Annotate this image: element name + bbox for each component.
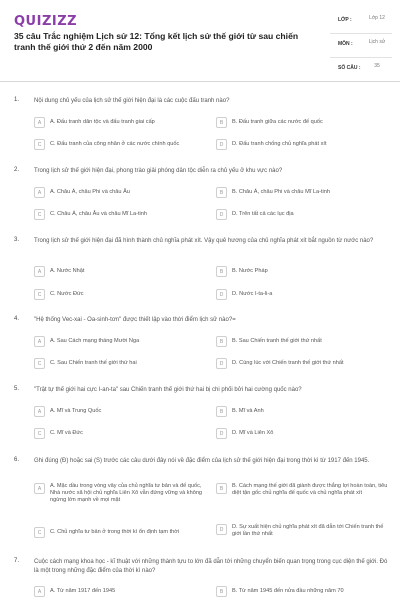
option-d[interactable] xyxy=(216,139,392,150)
option-c[interactable] xyxy=(34,428,210,439)
meta-info-box xyxy=(330,10,392,82)
option-a[interactable] xyxy=(34,586,204,597)
option-text: B. Cách mạng thế giới đã giành được thắng lợi hoàn toàn, tiêu diệt tận gốc chủ nghĩa đế quốc và chủ nghĩa phát xít xyxy=(232,483,388,497)
option-text: B. Đấu tranh giữa các nước đế quốc xyxy=(232,118,323,125)
option-text: B. Nước Pháp xyxy=(232,267,268,274)
option-text: A. Mĩ và Trung Quốc xyxy=(50,407,102,414)
option-letter: B xyxy=(216,187,227,198)
meta-row-subject xyxy=(330,34,392,58)
option-letter: A xyxy=(34,406,45,417)
option-a[interactable] xyxy=(34,406,204,417)
question-text: Trong lịch sử thế giới hiện đại, phong trào giải phóng dân tộc diễn ra chủ yếu ở khu vực nào? xyxy=(34,168,283,174)
meta-row-question-count xyxy=(330,58,392,82)
option-b[interactable] xyxy=(216,483,392,497)
option-letter: D xyxy=(216,358,227,369)
option-letter: C xyxy=(34,209,45,220)
option-letter: A xyxy=(34,117,45,128)
question-text: Ghi đúng (Đ) hoặc sai (S) trước các câu dưới đây nói về đặc điểm của lịch sử thế giới hiện đại trong thời kì từ 1917 đến 1945. xyxy=(34,458,370,464)
option-d[interactable] xyxy=(216,209,392,220)
option-text: C. Châu Á, châu Âu và châu Mĩ La-tinh xyxy=(50,210,148,217)
option-b[interactable] xyxy=(216,117,392,128)
option-text: D. Trên tất cả các lục địa xyxy=(232,210,294,217)
meta-label: MÔN : xyxy=(338,41,353,47)
option-text: B. Sau Chiến tranh thế giới thứ nhất xyxy=(232,337,322,344)
option-letter: B xyxy=(216,117,227,128)
option-text: C. Chủ nghĩa tư bản ở trong thời kì ổn định tạm thời xyxy=(50,528,180,535)
option-letter: C xyxy=(34,428,45,439)
question-text: Nội dung chủ yếu của lịch sử thế giới hiện đại là các cuộc đấu tranh nào? xyxy=(34,98,230,104)
option-text: A. Mặc dầu trong vòng vây của chủ nghĩa tư bản và đế quốc, Nhà nước xã hội chủ nghĩa Liên Xô vẫn đứng vững và không ngừng lớn mạnh về mọi mặt xyxy=(50,483,203,504)
option-letter: A xyxy=(34,336,45,347)
option-b[interactable] xyxy=(216,586,392,597)
option-d[interactable] xyxy=(216,428,392,439)
option-c[interactable] xyxy=(34,209,210,220)
option-text: A. Đấu tranh dân tộc và đấu tranh giai cấp xyxy=(50,118,155,125)
option-letter: D xyxy=(216,139,227,150)
meta-value: Lớp 12 xyxy=(369,15,385,21)
option-text: C. Sau Chiến tranh thế giới thứ hai xyxy=(50,359,137,366)
option-a[interactable] xyxy=(34,117,204,128)
option-text: A. Sau Cách mạng tháng Mười Nga xyxy=(50,337,140,344)
option-c[interactable] xyxy=(34,139,210,150)
option-text: B. Từ năm 1945 đến nửa đầu những năm 70 xyxy=(232,587,344,594)
option-b[interactable] xyxy=(216,266,392,277)
option-a[interactable] xyxy=(34,483,212,505)
meta-value: Lịch sử xyxy=(368,39,386,45)
option-text: D. Cùng lúc với Chiến tranh thế giới thứ nhất xyxy=(232,359,344,366)
option-text: D. Mĩ và Liên Xô xyxy=(232,429,274,436)
option-c[interactable] xyxy=(34,527,212,538)
option-letter: B xyxy=(216,406,227,417)
option-text: A. Châu Á, châu Phi và châu Âu xyxy=(50,188,130,195)
option-text: A. Nước Nhật xyxy=(50,267,85,274)
question-number: 7. xyxy=(14,558,20,564)
option-a[interactable] xyxy=(34,187,204,198)
option-d[interactable] xyxy=(216,289,392,300)
option-text: C. Nước Đức xyxy=(50,290,84,297)
option-letter: B xyxy=(216,266,227,277)
option-letter: D xyxy=(216,289,227,300)
question-text: "Trật tự thế giới hai cực I-an-ta" sau Chiến tranh thế giới thứ hai bị chi phối bởi hai cường quốc nào? xyxy=(34,387,302,393)
option-letter: C xyxy=(34,358,45,369)
option-letter: A xyxy=(34,586,45,597)
option-text: A. Từ năm 1917 đến 1945 xyxy=(50,587,116,594)
question-number: 5. xyxy=(14,386,20,392)
option-b[interactable] xyxy=(216,336,392,347)
question-text: "Hệ thống Vec-xai - Oa-sinh-tơn" được thiết lập vào thời điểm lịch sử nào?= xyxy=(34,317,236,323)
option-letter: B xyxy=(216,586,227,597)
option-letter: D xyxy=(216,428,227,439)
option-c[interactable] xyxy=(34,289,210,300)
meta-row-grade xyxy=(330,10,392,34)
option-a[interactable] xyxy=(34,336,204,347)
option-text: C. Mĩ và Đức xyxy=(50,429,83,436)
meta-label: LỚP : xyxy=(338,17,352,23)
question-text: Trong lịch sử thế giới hiện đại đã hình thành chủ nghĩa phát xít. Vậy quê hương của chủ nghĩa phát xít bắt nguồn từ nước nào? xyxy=(34,238,374,244)
option-letter: C xyxy=(34,289,45,300)
option-text: D. Nước I-ta-li-a xyxy=(232,290,273,297)
worksheet-title: 35 câu Trắc nghiệm Lịch sử 12: Tổng kết lịch sử thế giới từ sau chiến tranh thế giới thứ 2 đến năm 2000 xyxy=(14,31,299,52)
question-number: 3. xyxy=(14,237,20,243)
option-letter: A xyxy=(34,187,45,198)
question-number: 4. xyxy=(14,316,20,322)
option-letter: D xyxy=(216,209,227,220)
option-letter: C xyxy=(34,139,45,150)
meta-value: 35 xyxy=(374,63,380,69)
question-number: 1. xyxy=(14,97,20,103)
option-text: C. Đấu tranh của công nhân ở các nước chính quốc xyxy=(50,140,180,147)
question-text: Cuộc cách mạng khoa học - kĩ thuật với những thành tựu to lớn đã dẫn tới những chuyển biến quan trọng trong cục diện thế giới. Đó là một trong những đặc điểm của thời kì nào? xyxy=(34,559,388,574)
option-d[interactable] xyxy=(216,358,392,369)
option-text: D. Đấu tranh chống chủ nghĩa phát xít xyxy=(232,140,327,147)
option-letter: A xyxy=(34,266,45,277)
option-b[interactable] xyxy=(216,187,392,198)
option-letter: D xyxy=(216,524,227,535)
option-letter: B xyxy=(216,336,227,347)
option-b[interactable] xyxy=(216,406,392,417)
option-text: B. Châu Á, châu Phi và châu Mĩ La-tinh xyxy=(232,188,330,195)
option-c[interactable] xyxy=(34,358,210,369)
option-a[interactable] xyxy=(34,266,204,277)
question-number: 6. xyxy=(14,457,20,463)
option-letter: C xyxy=(34,527,45,538)
option-text: D. Sự xuất hiện chủ nghĩa phát xít đã dẫn tới Chiến tranh thế giới lần thứ nhất xyxy=(232,524,384,538)
option-letter: B xyxy=(216,483,227,494)
option-letter: A xyxy=(34,483,45,494)
option-text: B. Mĩ và Anh xyxy=(232,407,264,414)
option-d[interactable] xyxy=(216,524,392,538)
quizizz-logo: QUIZIZZ xyxy=(14,14,78,29)
meta-label: SỐ CÂU : xyxy=(338,65,361,71)
worksheet-header xyxy=(0,0,400,82)
question-number: 2. xyxy=(14,167,20,173)
